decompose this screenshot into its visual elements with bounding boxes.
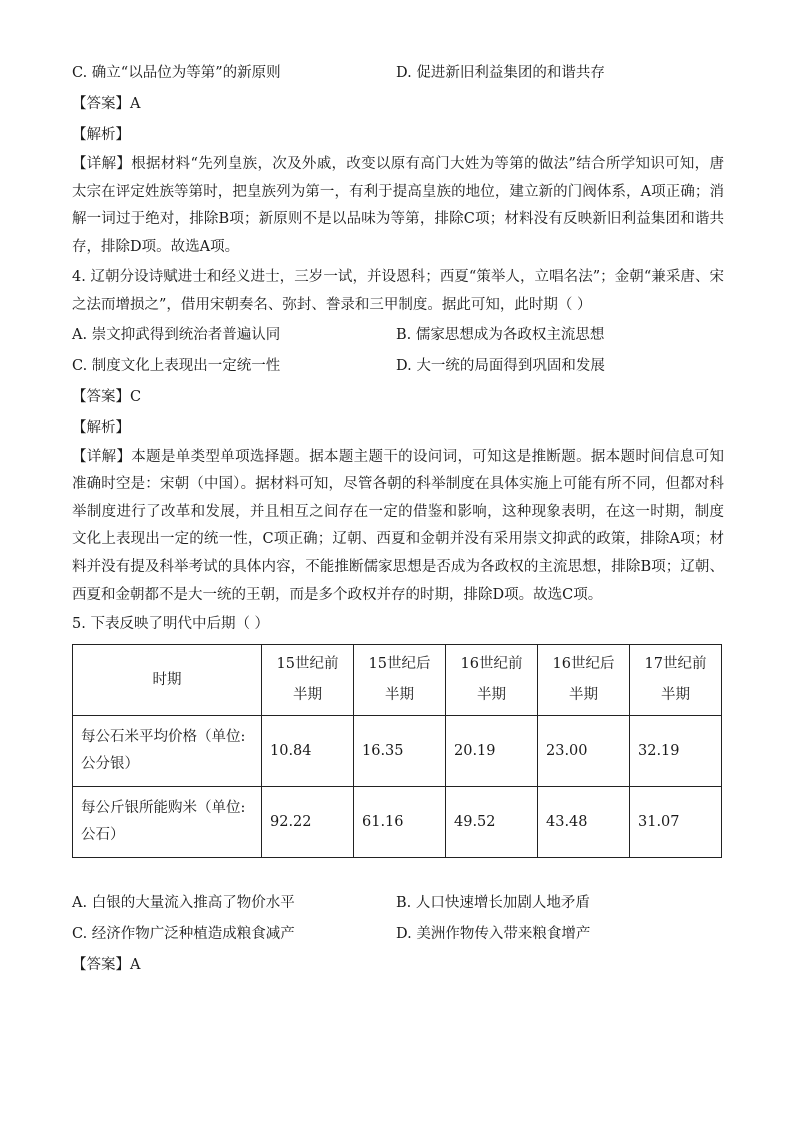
table-header-cell: 15世纪前半期 [262, 645, 354, 716]
q5-options-ab [72, 888, 724, 919]
table-cell: 10.84 [262, 716, 354, 787]
q4-option-d: D. 大一统的局面得到巩固和发展 [396, 357, 605, 374]
table-cell: 32.19 [630, 716, 722, 787]
q4-option-b: B. 儒家思想成为各政权主流思想 [396, 326, 605, 343]
q5-options-cd [72, 919, 724, 950]
q3-analysis-label: 【解析】 [72, 127, 130, 143]
table-cell: 92.22 [262, 787, 354, 858]
q3-options-cd [72, 58, 724, 89]
table-cell: 49.52 [446, 787, 538, 858]
table-row-label: 每公斤银所能购米（单位:公石） [73, 787, 262, 858]
price-table [72, 644, 722, 858]
q4-option-c: C. 制度文化上表现出一定统一性 [72, 357, 281, 374]
q4-answer: 【答案】C [72, 388, 142, 405]
q3-option-c: C. 确立“以品位为等第”的新原则 [72, 65, 281, 81]
table-cell: 20.19 [446, 716, 538, 787]
q5-answer: 【答案】A [72, 957, 141, 974]
document-page [72, 58, 724, 981]
table-header-cell: 16世纪后半期 [538, 645, 630, 716]
q3-option-d: D. 促进新旧利益集团的和谐共存 [396, 65, 605, 81]
table-header-cell: 17世纪前半期 [630, 645, 722, 716]
q4-detail: 【详解】本题是单类型单项选择题。据本题主题干的设问词，可知这是推断题。据本题时间信息可知准确时空是：宋朝（中国）。据材料可知，尽管各朝的科举制度在具体实施上可能有所不同，但都对科举制度进行了改革和发展，并且相互之间存在一定的借鉴和影响，这种现象表明，在这一时期，制度文化上表现出一定的统一性，C项正确；辽朝、西夏和金朝并没有采用崇文抑武的政策，排除A项；材料并没有提及科举考试的具体内容，不能推断儒家思想是否成为各政权的主流思想，排除B项；辽朝、西夏和金朝都不是大一统的王朝，而是多个政权并存的时期，排除D项。故选C项。 [72, 448, 724, 603]
q3-detail: 【详解】根据材料“先列皇族，次及外戚，改变以原有高门大姓为等第的做法”结合所学知识可知，唐太宗在评定姓族等第时，把皇族列为第一，有利于提高皇族的地位，建立新的门阀体系，A项正确；消解一词过于绝对，排除B项；新原则不是以品味为等第，排除C项；材料没有反映新旧利益集团和谐共存，排除D项。故选A项。 [72, 156, 724, 255]
q5-stem: 5. 下表反映了明代中后期（ ） [72, 616, 270, 633]
table-row [73, 787, 722, 858]
table-cell: 43.48 [538, 787, 630, 858]
table-cell: 16.35 [354, 716, 446, 787]
q5-option-d: D. 美洲作物传入带来粮食增产 [396, 926, 591, 943]
table-header-cell: 16世纪前半期 [446, 645, 538, 716]
q4-options-cd [72, 351, 724, 382]
table-cell: 61.16 [354, 787, 446, 858]
q4-option-a: A. 崇文抑武得到统治者普遍认同 [72, 326, 281, 343]
table-row [73, 716, 722, 787]
table-cell: 31.07 [630, 787, 722, 858]
table-row-label: 每公石米平均价格（单位:公分银） [73, 716, 262, 787]
q5-option-b: B. 人口快速增长加剧人地矛盾 [396, 895, 590, 912]
table-header-row [73, 645, 722, 716]
table-cell: 23.00 [538, 716, 630, 787]
q4-analysis-label: 【解析】 [72, 419, 130, 436]
table-header-cell: 15世纪后半期 [354, 645, 446, 716]
q5-option-a: A. 白银的大量流入推高了物价水平 [72, 895, 295, 912]
q3-answer: 【答案】A [72, 96, 141, 112]
table-header-cell: 时期 [73, 645, 262, 716]
q4-options-ab [72, 320, 724, 351]
q5-option-c: C. 经济作物广泛种植造成粮食减产 [72, 926, 295, 943]
q4-stem: 4. 辽朝分设诗赋进士和经义进士，三岁一试，并设恩科；西夏“策举人，立唱名法”；金朝“兼采唐、宋之法而增损之”，借用宋朝奏名、弥封、誊录和三甲制度。据此可知，此时期（ ） [72, 269, 724, 313]
